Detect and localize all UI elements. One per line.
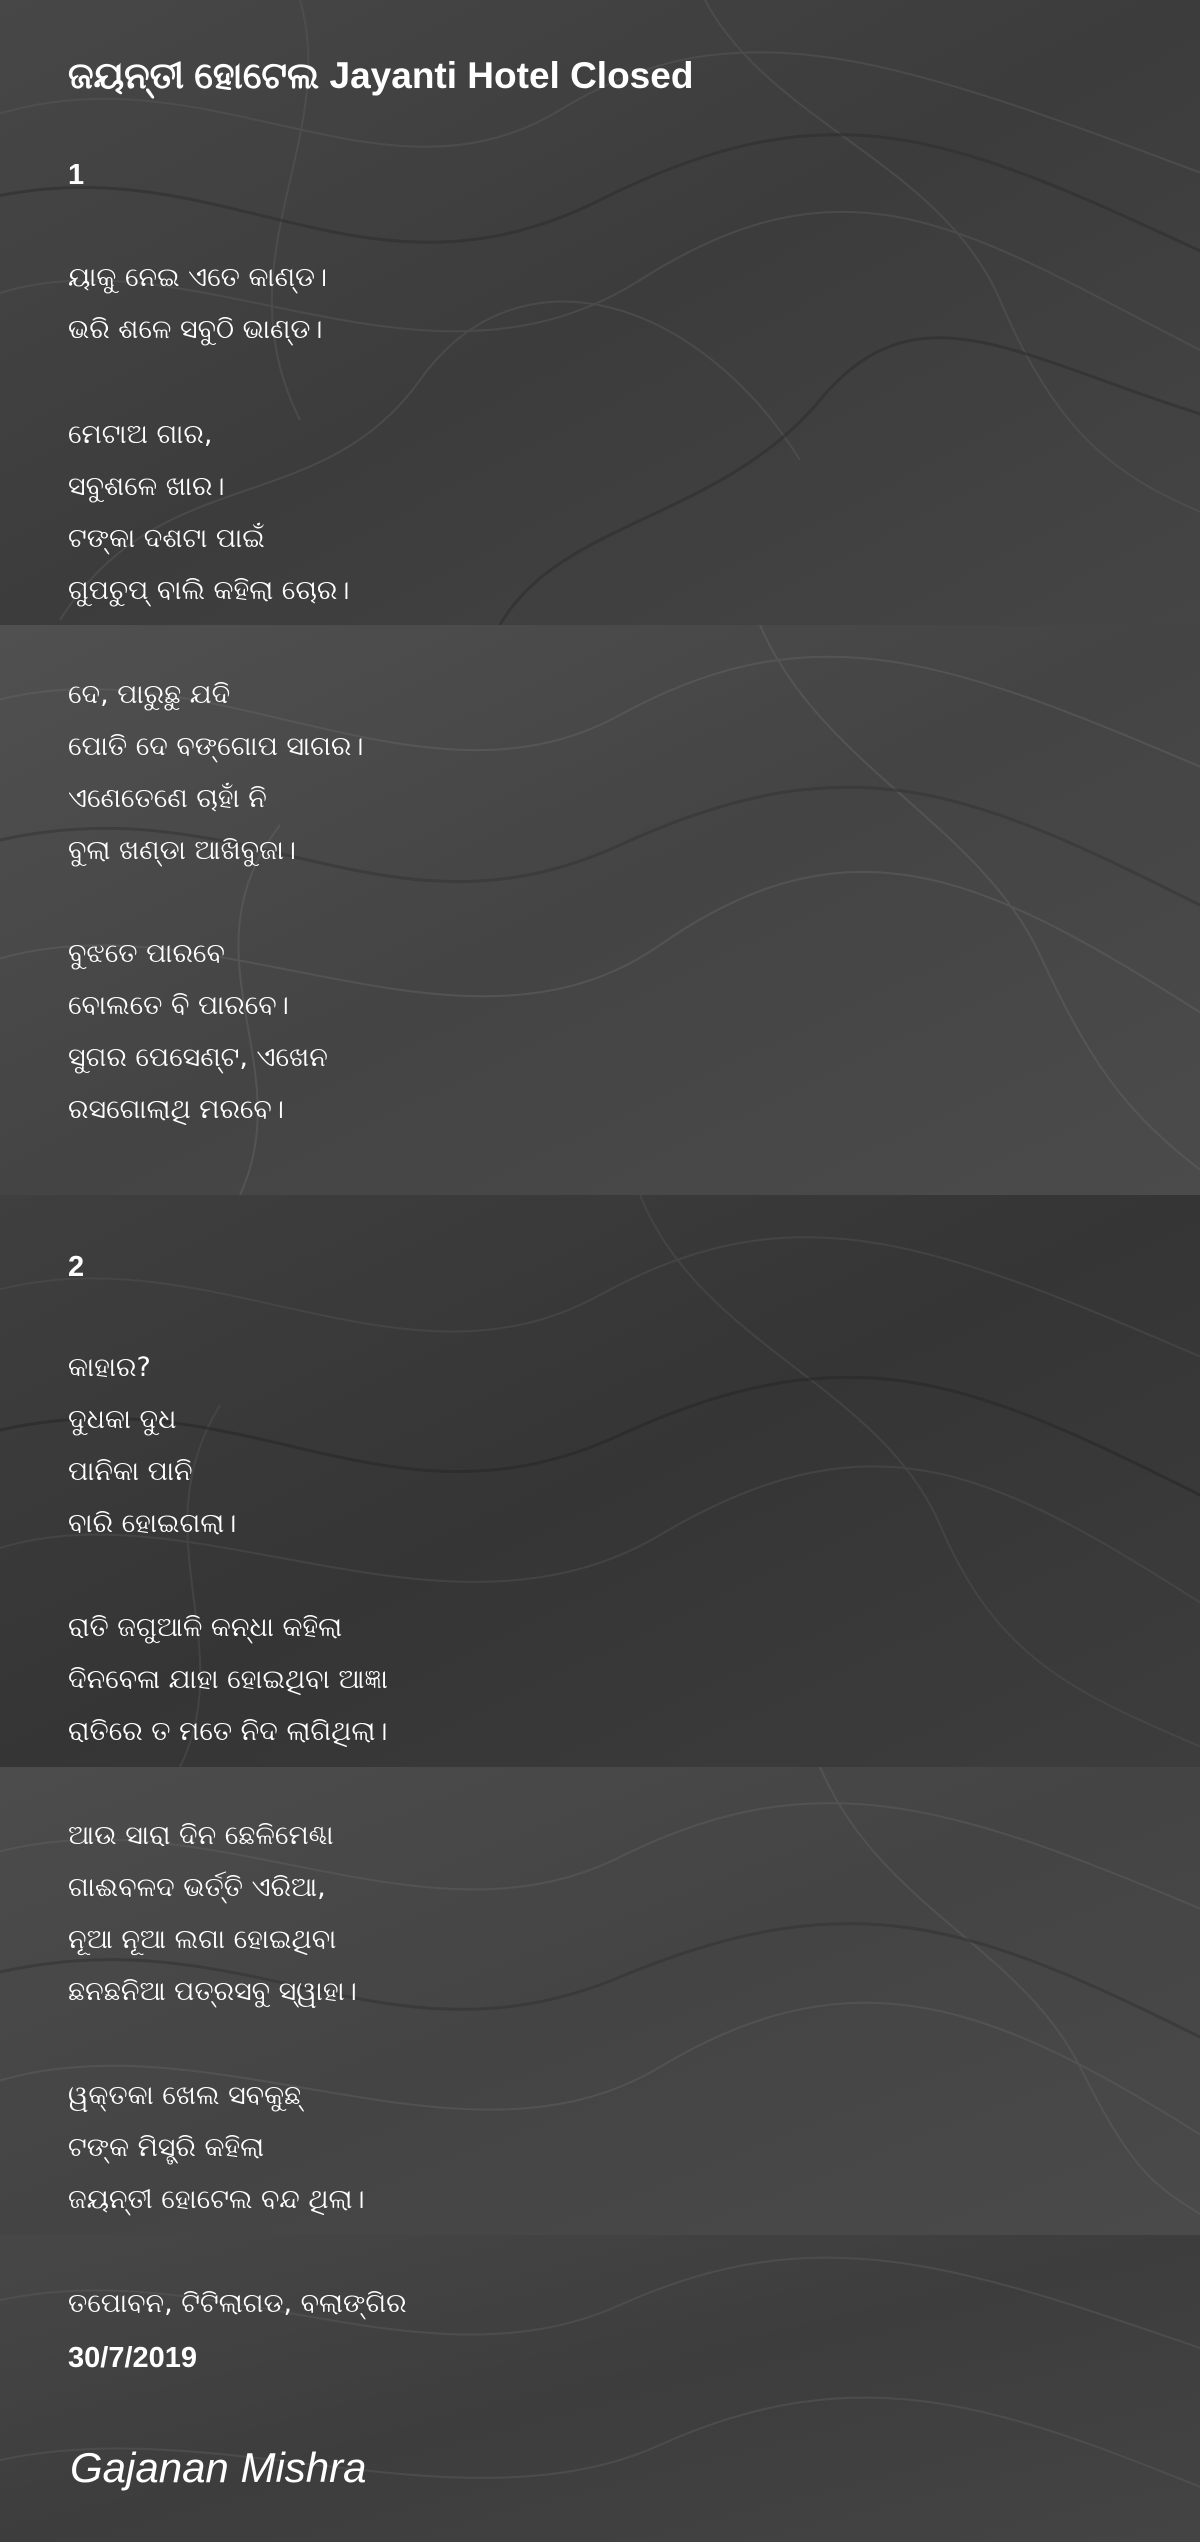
poem-line: ଟଙ୍କା ଦଶଟା ପାଇଁ	[68, 523, 265, 554]
poem-line: ରାତି ଜଗୁଆଳି କନ୍ଧା କହିଲା	[68, 1612, 343, 1643]
poem-line: ଆଉ ସାରା ଦିନ ଛେଳିମେଣ୍ଢା	[68, 1820, 334, 1851]
section-number: 2	[68, 1251, 85, 1283]
poem-line: ସବୁଶଳେ ଖାର।	[68, 471, 225, 502]
poem-line: ନୂଆ ନୂଆ ଲଗା ହୋଇଥିବା	[68, 1924, 337, 1955]
poem-line: ସୁଗର ପେସେଣ୍ଟ, ଏଖେନ	[68, 1042, 328, 1073]
poem-line: ଦୁଧକା ଦୁଧ	[68, 1404, 177, 1435]
poem-line: ରାତିରେ ତ ମତେ ନିଦ ଲାଗିଥିଲା।	[68, 1716, 388, 1747]
poem-line: କାହାର?	[68, 1352, 151, 1383]
poem-line: ଜୟନ୍ତୀ ହୋଟେଲ ବନ୍ଦ ଥିଲା।	[68, 2184, 365, 2215]
poem-line: ଛନଛନିଆ ପତ୍ରସବୁ ସ୍ୱାହା।	[68, 1976, 357, 2007]
poem-line: ୟାକୁ ନେଇ ଏତେ କାଣ୍ଡ।	[68, 262, 328, 293]
poem-date: 30/7/2019	[68, 2342, 198, 2374]
poem-line: ୱକ୍ତକା ଖେଲ ସବକୁଛ୍	[68, 2080, 302, 2111]
section-number: 1	[68, 159, 85, 191]
poem-line: ଗାଈବଳଦ ଭର୍ତ୍ତି ଏରିଆ,	[68, 1872, 326, 1903]
poem-line: ଦେ, ପାରୁଛୁ ଯଦି	[68, 679, 231, 710]
background-band	[0, 2235, 1200, 2542]
poem-line: ଏଣେତେଣେ ଚାହାଁ ନି	[68, 783, 267, 814]
author-name: Gajanan Mishra	[70, 2444, 367, 2491]
poem-line: ଟଙ୍କ ମିସ୍ତ୍ରି କହିଲା	[68, 2132, 265, 2163]
poem-line: ପୋତି ଦେ ବଙ୍ଗୋପ ସାଗର।	[68, 731, 364, 762]
poem-line: ଦିନବେଳା ଯାହା ହୋଇଥିବା ଆଜ୍ଞା	[68, 1664, 388, 1695]
poem-line: ବୁଲା ଖଣ୍ଡା ଆଖିବୁଜା।	[68, 835, 297, 866]
poem-line: ବାରି ହୋଇଗଲା।	[68, 1508, 237, 1539]
poem-place: ତପୋବନ, ଟିଟିଲାଗଡ, ବଲାଙ୍ଗିର	[68, 2288, 407, 2319]
poem-line: ଗୁପଚୁପ୍ ବାଲି କହିଲା ଚୋର।	[68, 575, 350, 606]
poem-line: ଭରି ଶଳେ ସବୁଠି ଭାଣ୍ଡ।	[68, 314, 323, 345]
poem-line: ମେଟାଅ ଗାର,	[68, 419, 213, 450]
poem-line: ବୁଝତେ ପାରବେ	[68, 938, 225, 969]
poem-line: ବୋଲତେ ବି ପାରବେ।	[68, 990, 289, 1021]
poem-line: ପାନିକା ପାନି	[68, 1456, 193, 1487]
poem-line: ରସଗୋଲାଥି ମରବେ।	[68, 1094, 284, 1125]
poem-title: ଜୟନ୍ତୀ ହୋଟେଲ Jayanti Hotel Closed	[68, 55, 694, 96]
